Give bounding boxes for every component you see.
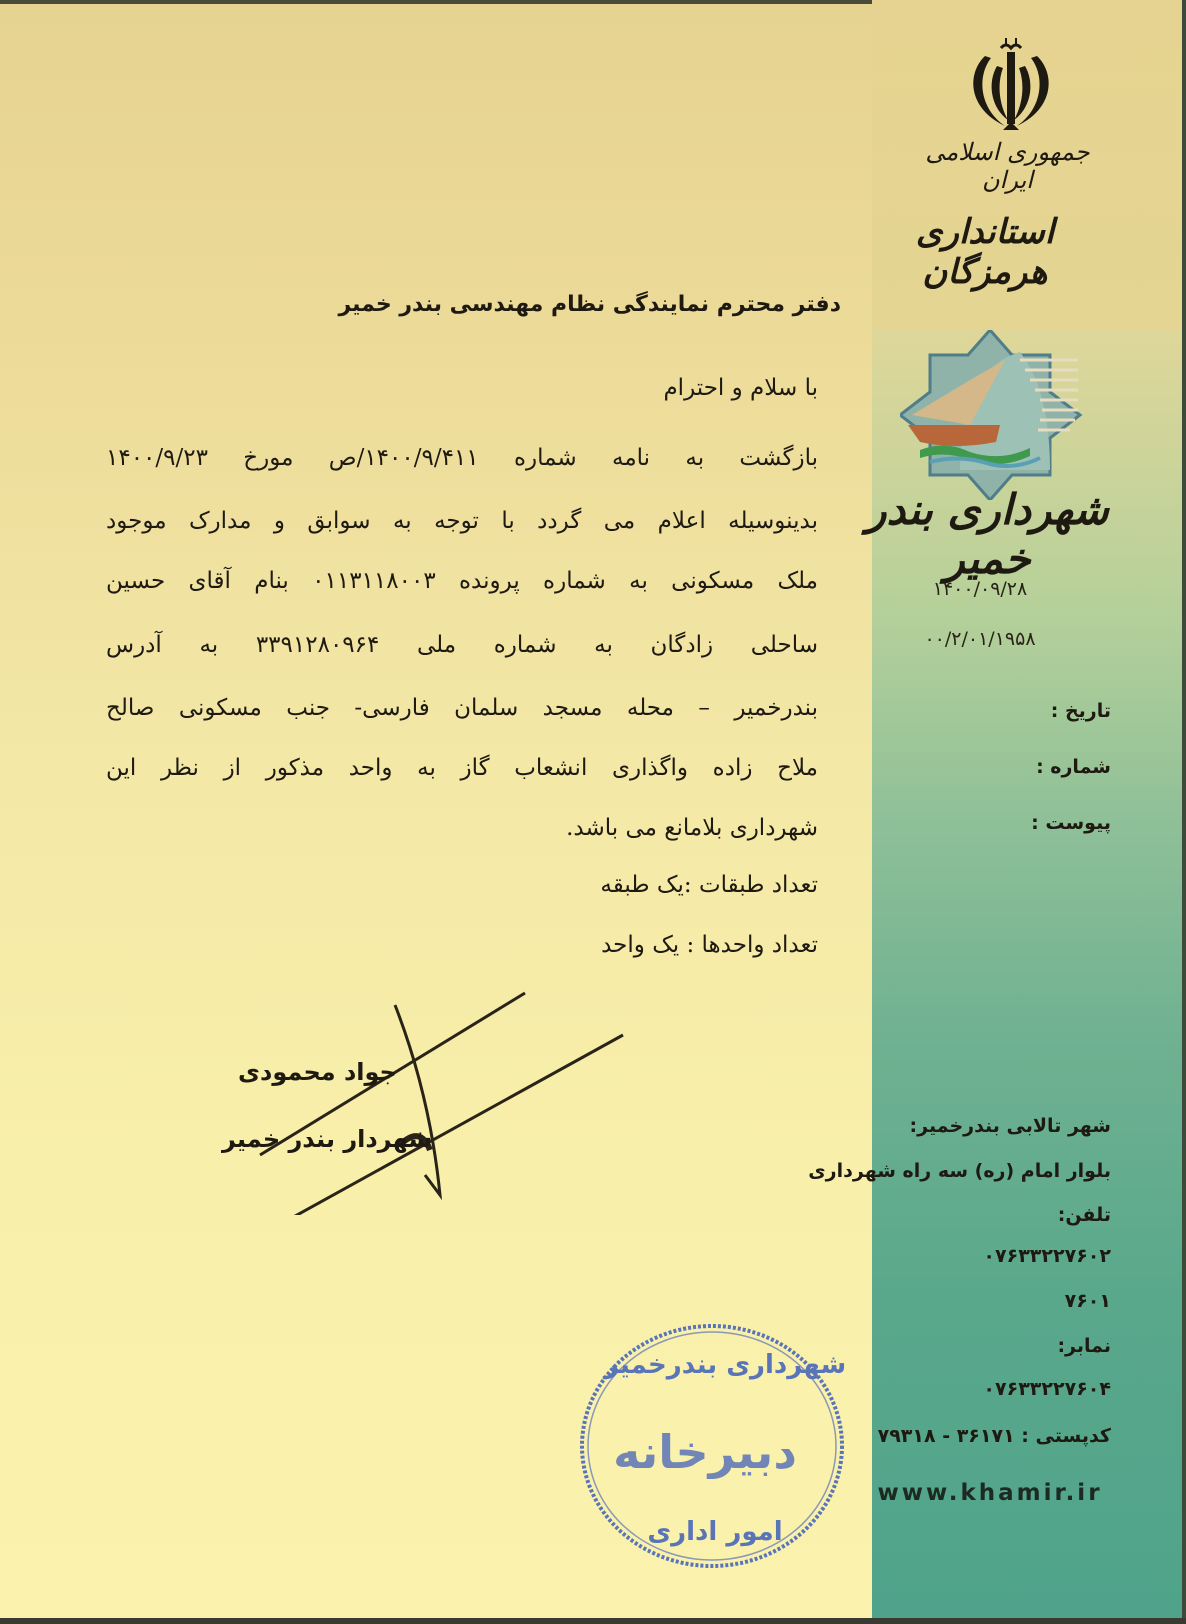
stamp-top-text: شهرداری بندرخمیر (603, 1350, 847, 1380)
address-title: شهر تالابی بندرخمیر: (909, 1115, 1111, 1137)
signatory-title: شهردار بندر خمیر (222, 1125, 433, 1153)
body-line: ملاح زاده واگذاری انشعاب گاز به واحد مذکور از نظر این (106, 755, 818, 781)
municipality-name: شهرداری بندر خمیر (866, 485, 1109, 583)
body-line: ساحلی زادگان به شماره ملی ۳۳۹۱۲۸۰۹۶۴ به آدرس (106, 632, 818, 658)
stamp-ring-icon (575, 1318, 850, 1573)
stamp-center-text: دبیرخانه (613, 1425, 797, 1479)
bottom-scan-border (0, 1618, 1186, 1624)
recipient: دفتر محترم نمایندگی نظام مهندسی بندر خمیر (338, 292, 841, 317)
body-line: بدینوسیله اعلام می گردد با توجه به سوابق و مدارک موجود (106, 508, 818, 534)
fax-label: نمابر: (1057, 1335, 1111, 1357)
iran-emblem-icon (965, 38, 1057, 138)
number-label: شماره : (1036, 756, 1111, 778)
greeting: با سلام و احترام (663, 375, 818, 401)
body-line: ملک مسکونی به شماره پرونده ۰۱۱۳۱۱۸۰۰۳ بنام آقای حسین (106, 568, 818, 594)
official-stamp (575, 1318, 850, 1573)
body-line: شهرداری بلامانع می باشد. (566, 815, 818, 841)
body-line: بازگشت به نامه شماره ۱۴۰۰/۹/۴۱۱/ص مورخ ۱۴۰۰/۹/۲۳ (106, 445, 818, 471)
emblem-caption: جمهوری اسلامی ایران (925, 138, 1090, 194)
signatory-name: جواد محمودی (238, 1058, 397, 1086)
address-line: بلوار امام (ره) سه راه شهرداری (808, 1160, 1111, 1182)
right-scan-border (1182, 0, 1186, 1624)
website-link[interactable]: www.khamir.ir (877, 1480, 1103, 1506)
stamp-bottom-text: امور اداری (647, 1517, 783, 1547)
postal-code: کدپستی : ۳۶۱۷۱ - ۷۹۳۱۸ (877, 1425, 1111, 1447)
phone-number-1: ۰۷۶۳۳۲۲۷۶۰۲ (983, 1245, 1111, 1267)
fax-number: ۰۷۶۳۳۲۲۷۶۰۴ (983, 1378, 1111, 1400)
floors-count: تعداد طبقات :یک طبقه (600, 872, 818, 898)
phone-number-2: ۷۶۰۱ (1064, 1290, 1111, 1312)
province-title: استانداری هرمزگان (915, 212, 1055, 292)
signature-icon (240, 985, 630, 1215)
phone-label: تلفن: (1057, 1204, 1111, 1226)
letter-number: ۰۰/۲/۰۱/۱۹۵۸ (924, 628, 1036, 650)
body-line: بندرخمیر – محله مسجد سلمان فارسی- جنب مسکونی صالح (106, 695, 818, 721)
municipality-logo-icon (900, 330, 1085, 500)
date-label: تاریخ : (1050, 700, 1111, 722)
units-count: تعداد واحدها : یک واحد (601, 932, 818, 958)
handwritten-date: ۱۴۰۰/۰۹/۲۸ (932, 578, 1028, 600)
attachment-label: پیوست : (1031, 812, 1111, 834)
